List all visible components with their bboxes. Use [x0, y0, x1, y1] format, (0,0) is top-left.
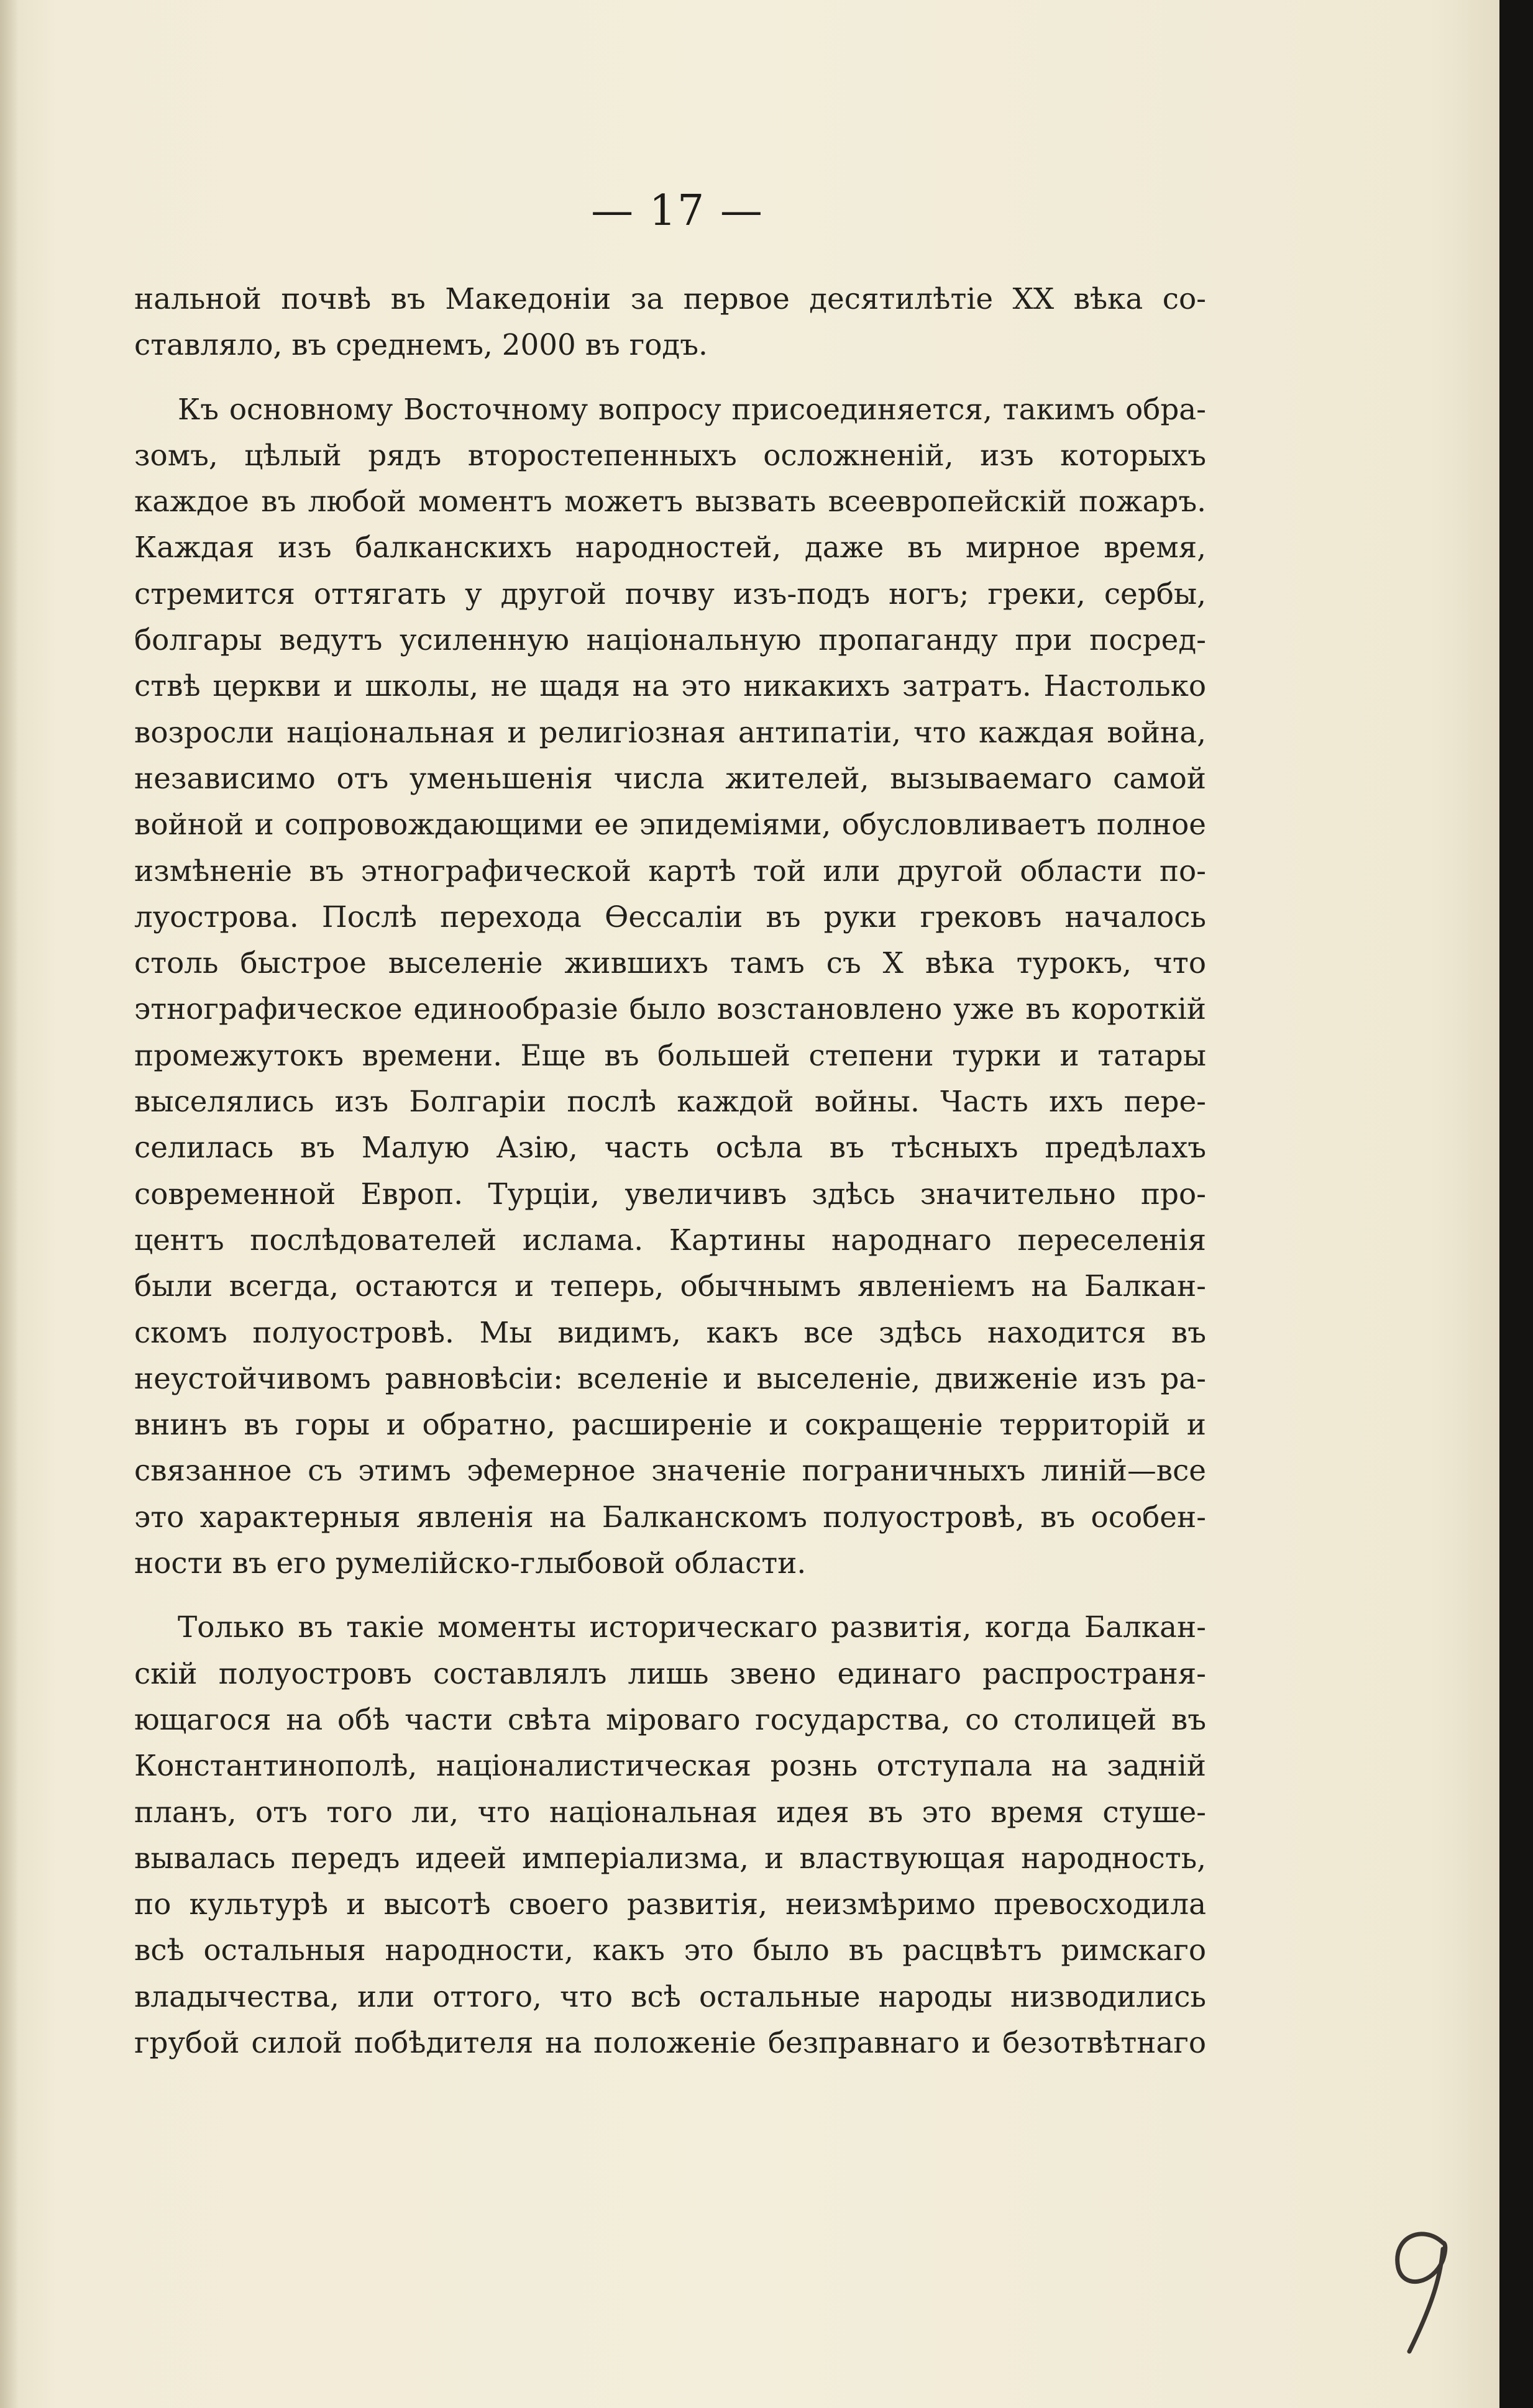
text-line: Каждая изъ балканскихъ народностей, даже въ мирное время, — [134, 531, 1206, 565]
text-line: войной и сопровождающими ее эпидеміями, обусловливаетъ полное — [134, 808, 1206, 842]
text-line: Только въ такіе моменты историческаго развитія, когда Балкан- — [178, 1611, 1206, 1645]
text-line: центъ послѣдователей ислама. Картины народнаго переселенія — [134, 1223, 1206, 1257]
text-line: планъ, отъ того ли, что національная идея въ это время стуше- — [134, 1795, 1206, 1830]
text-line: выселялись изъ Болгаріи послѣ каждой войны. Часть ихъ пере- — [134, 1085, 1206, 1120]
text-line: внинъ въ горы и обратно, расширеніе и сокращеніе территорій и — [134, 1408, 1206, 1443]
text-line: скій полуостровъ составлялъ лишь звено единаго распространя- — [134, 1657, 1206, 1691]
text-line: нальной почвѣ въ Македоніи за первое десятилѣтіе XX вѣка со- — [134, 283, 1206, 316]
text-line: селилась въ Малую Азію, часть осѣла въ тѣсныхъ предѣлахъ — [134, 1131, 1206, 1165]
text-line: Константинополѣ, націоналистическая рознь отступала на задній — [134, 1749, 1206, 1784]
text-line: стремится оттягать у другой почву изъ-подъ ногъ; греки, сербы, — [134, 577, 1206, 611]
text-line: столь быстрое выселеніе жившихъ тамъ съ X вѣка турокъ, что — [134, 947, 1206, 981]
text-line: болгары ведутъ усиленную національную пропаганду при посред- — [134, 624, 1206, 658]
text-line: по культурѣ и высотѣ своего развитія, неизмѣримо превосходила — [134, 1888, 1206, 1922]
text-line: измѣненіе въ этнографической картѣ той или другой области по- — [134, 854, 1206, 888]
paragraph — [134, 387, 1206, 1587]
text-line: вывалась передъ идеей имперіализма, и властвующая народность, — [134, 1841, 1206, 1876]
paragraph — [134, 1605, 1206, 2066]
page-number: — 17 — — [591, 186, 764, 235]
text-line: промежутокъ времени. Еще въ большей степени турки и татары — [134, 1039, 1206, 1073]
text-line: луострова. Послѣ перехода Ѳессаліи въ руки грековъ началось — [134, 900, 1206, 934]
text-line: это характерныя явленія на Балканскомъ полуостровѣ, въ особен- — [134, 1500, 1206, 1535]
text-line: современной Европ. Турціи, увеличивъ здѣсь значительно про- — [134, 1177, 1206, 1211]
text-line: каждое въ любой моментъ можетъ вызвать всеевропейскій пожаръ. — [134, 485, 1206, 519]
text-line: возросли національная и религіозная антипатіи, что каждая война, — [134, 716, 1206, 750]
text-line: зомъ, цѣлый рядъ второстепенныхъ осложненій, изъ которыхъ — [134, 439, 1206, 473]
text-line: скомъ полуостровѣ. Мы видимъ, какъ все здѣсь находится въ — [134, 1316, 1206, 1350]
text-line: связанное съ этимъ эфемерное значеніе пограничныхъ линій—все — [134, 1454, 1206, 1489]
text-line: независимо отъ уменьшенія числа жителей, вызываемаго самой — [134, 762, 1206, 796]
handwritten-nine-icon — [1373, 2212, 1473, 2361]
text-line: владычества, или оттого, что всѣ остальные народы низводились — [134, 1980, 1206, 2014]
text-line: неустойчивомъ равновѣсіи: вселеніе и выселеніе, движеніе изъ ра- — [134, 1362, 1206, 1396]
text-line: Къ основному Восточному вопросу присоединяется, такимъ обра- — [178, 393, 1206, 427]
text-line: ности въ его румелійско-глыбовой области. — [134, 1547, 807, 1581]
text-line: всѣ остальныя народности, какъ это было въ расцвѣтъ римскаго — [134, 1934, 1206, 1968]
text-line: были всегда, остаются и теперь, обычнымъ явленіемъ на Балкан- — [134, 1270, 1206, 1304]
body-text — [134, 276, 1206, 2066]
text-line: ставляло, въ среднемъ, 2000 въ годъ. — [134, 329, 708, 363]
paragraph — [134, 276, 1206, 369]
text-line: ющагося на обѣ части свѣта міроваго государства, со столицей въ — [134, 1703, 1206, 1737]
text-line: этнографическое единообразіе было возстановлено уже въ короткій — [134, 993, 1206, 1027]
spine-shadow — [0, 0, 19, 2408]
text-line: грубой силой побѣдителя на положеніе безправнаго и безотвѣтнаго — [134, 2026, 1206, 2060]
handwritten-sheet-number — [1373, 2212, 1473, 2361]
text-line: ствѣ церкви и школы, не щадя на это никакихъ затратъ. Настолько — [134, 670, 1206, 704]
